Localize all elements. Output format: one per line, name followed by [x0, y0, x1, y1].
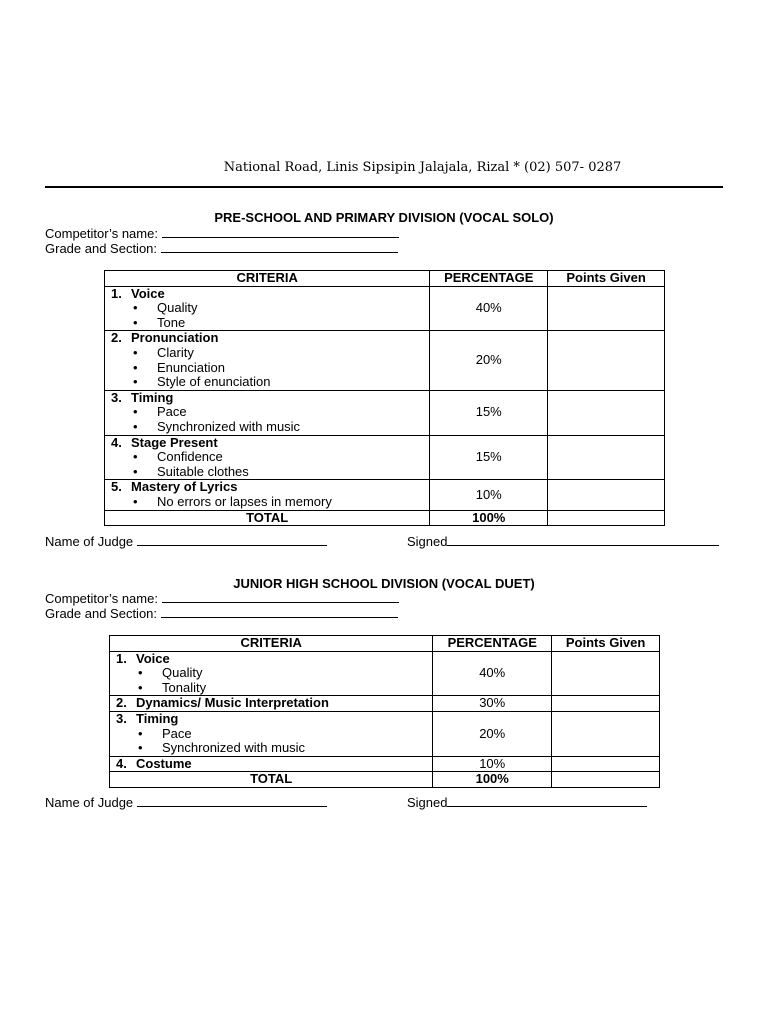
- criterion-percentage: 40%: [433, 651, 552, 696]
- criterion-percentage: 10%: [433, 756, 552, 772]
- sub-criterion: • Quality: [133, 300, 198, 316]
- col-criteria: CRITERIA: [110, 636, 433, 652]
- criterion-number: 2.: [111, 330, 122, 346]
- criterion-cell: [105, 331, 430, 390]
- criterion-name: Mastery of Lyrics: [131, 479, 238, 495]
- criterion-percentage: 30%: [433, 696, 552, 712]
- table-header-row: [105, 271, 665, 287]
- criterion-percentage: 15%: [430, 435, 548, 480]
- sub-criterion: • Pace: [138, 725, 192, 741]
- competitor-name-field[interactable]: [162, 227, 399, 238]
- sub-criterion: • Enunciation: [133, 359, 225, 375]
- col-points-given: Points Given: [552, 636, 660, 652]
- grade-section-line: [45, 241, 398, 256]
- col-points-given: Points Given: [548, 271, 665, 287]
- col-percentage: PERCENTAGE: [433, 636, 552, 652]
- criterion-name: Voice: [131, 285, 165, 301]
- grade-section-field[interactable]: [161, 242, 398, 253]
- criterion-name: Voice: [136, 650, 170, 666]
- criterion-cell: [110, 651, 433, 696]
- signed-label: Signed: [407, 534, 448, 549]
- criterion-cell: [105, 390, 430, 435]
- criterion-cell: [105, 480, 430, 510]
- points-given-cell[interactable]: [548, 480, 665, 510]
- criterion-number: 4.: [116, 755, 127, 771]
- points-given-cell[interactable]: [552, 651, 660, 696]
- signed-label: Signed: [407, 795, 448, 810]
- criterion-row: [105, 480, 665, 510]
- section-title-vocal-solo: PRE-SCHOOL AND PRIMARY DIVISION (VOCAL SOLO): [214, 210, 554, 225]
- criterion-row: [105, 435, 665, 480]
- header-divider: [45, 186, 723, 188]
- competitor-name-label: Competitor’s name:: [45, 226, 158, 241]
- grade-section-label: Grade and Section:: [45, 241, 158, 256]
- total-label: TOTAL: [110, 772, 433, 788]
- criterion-row: [105, 390, 665, 435]
- points-given-cell[interactable]: [552, 711, 660, 756]
- criterion-percentage: 20%: [433, 711, 552, 756]
- judge-signature-line: [45, 534, 723, 549]
- signature-field[interactable]: [447, 535, 719, 546]
- criterion-name: Dynamics/ Music Interpretation: [136, 695, 329, 711]
- criterion-number: 1.: [116, 650, 127, 666]
- competitor-name-line: [45, 591, 399, 606]
- col-percentage: PERCENTAGE: [430, 271, 548, 287]
- points-given-cell[interactable]: [552, 756, 660, 772]
- criterion-cell: [110, 696, 433, 712]
- criterion-row: [110, 711, 660, 756]
- sub-criterion: • No errors or lapses in memory: [133, 493, 332, 509]
- criterion-percentage: 15%: [430, 390, 548, 435]
- criterion-cell: [110, 756, 433, 772]
- total-row: [110, 772, 660, 788]
- criterion-number: 3.: [111, 389, 122, 405]
- school-address: National Road, Linis Sipsipin Jalajala, Rizal * (02) 507- 0287: [223, 160, 622, 175]
- total-percentage: 100%: [430, 510, 548, 526]
- competitor-name-line: [45, 226, 399, 241]
- competitor-name-label: Competitor’s name:: [45, 591, 158, 606]
- criterion-row: [110, 651, 660, 696]
- points-given-cell[interactable]: [552, 696, 660, 712]
- criterion-name: Timing: [131, 389, 174, 405]
- criterion-cell: [110, 711, 433, 756]
- sub-criterion: • Style of enunciation: [133, 374, 271, 390]
- criterion-row: [110, 696, 660, 712]
- points-given-cell[interactable]: [548, 286, 665, 331]
- criterion-number: 3.: [116, 710, 127, 726]
- criterion-cell: [105, 435, 430, 480]
- criterion-number: 5.: [111, 479, 122, 495]
- total-points-cell[interactable]: [552, 772, 660, 788]
- section-title-vocal-duet: JUNIOR HIGH SCHOOL DIVISION (VOCAL DUET): [233, 576, 535, 591]
- criterion-row: [105, 286, 665, 331]
- criterion-number: 1.: [111, 285, 122, 301]
- criterion-percentage: 20%: [430, 331, 548, 390]
- criterion-percentage: 10%: [430, 480, 548, 510]
- judge-name-label: Name of Judge: [45, 795, 134, 810]
- sub-criterion: • Clarity: [133, 344, 194, 360]
- total-label: TOTAL: [105, 510, 430, 526]
- grade-section-label: Grade and Section:: [45, 606, 158, 621]
- signature-field[interactable]: [447, 796, 647, 807]
- judge-name-label: Name of Judge: [45, 534, 134, 549]
- competitor-name-field[interactable]: [162, 592, 399, 603]
- total-row: [105, 510, 665, 526]
- sub-criterion: • Suitable clothes: [133, 463, 249, 479]
- sub-criterion: • Quality: [138, 665, 203, 681]
- sub-criterion: • Tone: [133, 314, 186, 330]
- grade-section-line: [45, 606, 398, 621]
- sub-criterion: • Synchronized with music: [138, 740, 306, 756]
- judge-name-field[interactable]: [137, 535, 327, 546]
- criterion-name: Pronunciation: [131, 330, 219, 346]
- points-given-cell[interactable]: [548, 331, 665, 390]
- judge-signature-line: [45, 795, 665, 810]
- criterion-cell: [105, 286, 430, 331]
- criterion-percentage: 40%: [430, 286, 548, 331]
- points-given-cell[interactable]: [548, 435, 665, 480]
- scoring-table-vocal-solo: [104, 270, 665, 526]
- grade-section-field[interactable]: [161, 607, 398, 618]
- judge-name-field[interactable]: [137, 796, 327, 807]
- criterion-row: [105, 331, 665, 390]
- sub-criterion: • Pace: [133, 404, 187, 420]
- points-given-cell[interactable]: [548, 390, 665, 435]
- criterion-row: [110, 756, 660, 772]
- col-criteria: CRITERIA: [105, 271, 430, 287]
- sub-criterion: • Tonality: [138, 679, 207, 695]
- total-points-cell[interactable]: [548, 510, 665, 526]
- table-header-row: [110, 636, 660, 652]
- total-percentage: 100%: [433, 772, 552, 788]
- criterion-name: Timing: [136, 710, 179, 726]
- sub-criterion: • Synchronized with music: [133, 418, 301, 434]
- criterion-name: Stage Present: [131, 434, 218, 450]
- scoring-table-vocal-duet: [109, 635, 660, 788]
- criterion-number: 2.: [116, 695, 127, 711]
- criterion-name: Costume: [136, 755, 192, 771]
- criterion-number: 4.: [111, 434, 122, 450]
- sub-criterion: • Confidence: [133, 449, 223, 465]
